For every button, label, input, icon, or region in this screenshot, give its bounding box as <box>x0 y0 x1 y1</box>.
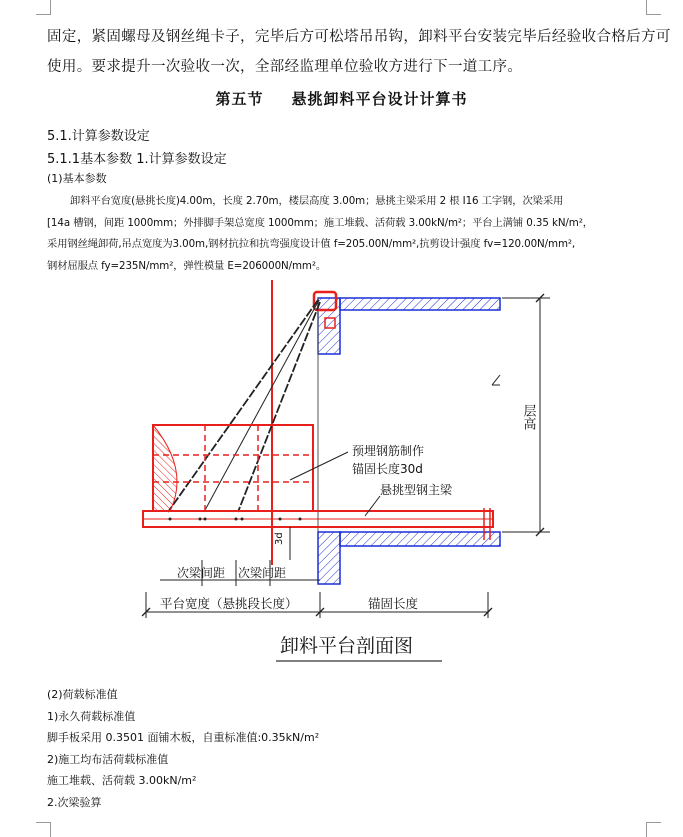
heading-secondary-beam: 2.次梁验算 <box>47 796 102 809</box>
heading-permanent-load: 1)永久荷载标准值 <box>47 710 136 723</box>
label-spacing-2: 次梁间距 <box>238 566 287 580</box>
heading-load: (2)荷载标准值 <box>47 688 118 701</box>
railing-hatch <box>153 425 177 511</box>
label-spacing-1: 次梁间距 <box>177 566 226 580</box>
section-title: 悬挑卸料平台设计计算书 <box>291 90 468 108</box>
leader-beam <box>365 496 380 516</box>
heading-basic-params: (1)基本参数 <box>47 172 107 185</box>
lower-column <box>318 532 340 584</box>
intro-line-2: 使用。要求提升一次验收一次，全部经监理单位验收方进行下一道工序。 <box>47 59 523 75</box>
label-anchor-length: 锚固长度 <box>368 596 419 611</box>
wire-rope-inner <box>238 302 320 512</box>
label-3d: 3d <box>274 532 285 545</box>
heading-5-1-1: 5.1.1基本参数 1.计算参数设定 <box>47 152 227 167</box>
figure-caption: 卸料平台剖面图 <box>280 635 414 657</box>
wire-rope-outer <box>168 300 318 512</box>
live-load-text: 施工堆载、活荷载 3.00kN/m² <box>47 774 197 787</box>
label-floor-height: 层高 <box>520 404 536 430</box>
label-beam: 悬挑型钢主梁 <box>380 483 453 497</box>
label-platform-width: 平台宽度（悬挑段长度） <box>160 596 298 611</box>
leader-embed <box>290 452 348 480</box>
lower-slab <box>340 532 500 546</box>
break-mark-upper <box>492 375 500 385</box>
wire-rope-mid <box>204 300 319 512</box>
heading-live-load: 2)施工均布活荷载标准值 <box>47 753 169 766</box>
heading-5-1: 5.1.计算参数设定 <box>47 129 150 144</box>
label-embed-2: 锚固长度30d <box>352 462 423 476</box>
params-line-4: 钢材屈服点 fy=235N/mm²，弹性模量 E=206000N/mm²。 <box>47 260 327 272</box>
section-number: 第五节 <box>215 90 264 108</box>
upper-slab <box>340 298 500 310</box>
params-line-3: 采用钢丝绳卸荷,吊点宽度为3.00m,钢材抗拉和抗弯强度设计值 f=205.00N/mm²,抗剪设计强度 fv=120.00N/mm², <box>47 238 576 250</box>
permanent-load-text: 脚手板采用 0.3501 面铺木板，自重标准值:0.35kN/m² <box>47 731 320 744</box>
params-line-2: [14a 槽钢，间距 1000mm；外排脚手架总宽度 1000mm；施工堆载、活荷载 3.00kN/m²；平台上满铺 0.35 kN/m²， <box>47 217 593 229</box>
label-embed-1: 预埋钢筋制作 <box>352 444 425 458</box>
intro-line-1: 固定，紧固螺母及钢丝绳卡子，完毕后方可松塔吊吊钩，卸料平台安装完毕后经验收合格后方可 <box>47 29 671 45</box>
params-line-1: 卸料平台宽度(悬挑长度)4.00m，长度 2.70m，楼层高度 3.00m；悬挑主梁采用 2 根 I16 工字钢，次梁采用 <box>70 195 564 207</box>
